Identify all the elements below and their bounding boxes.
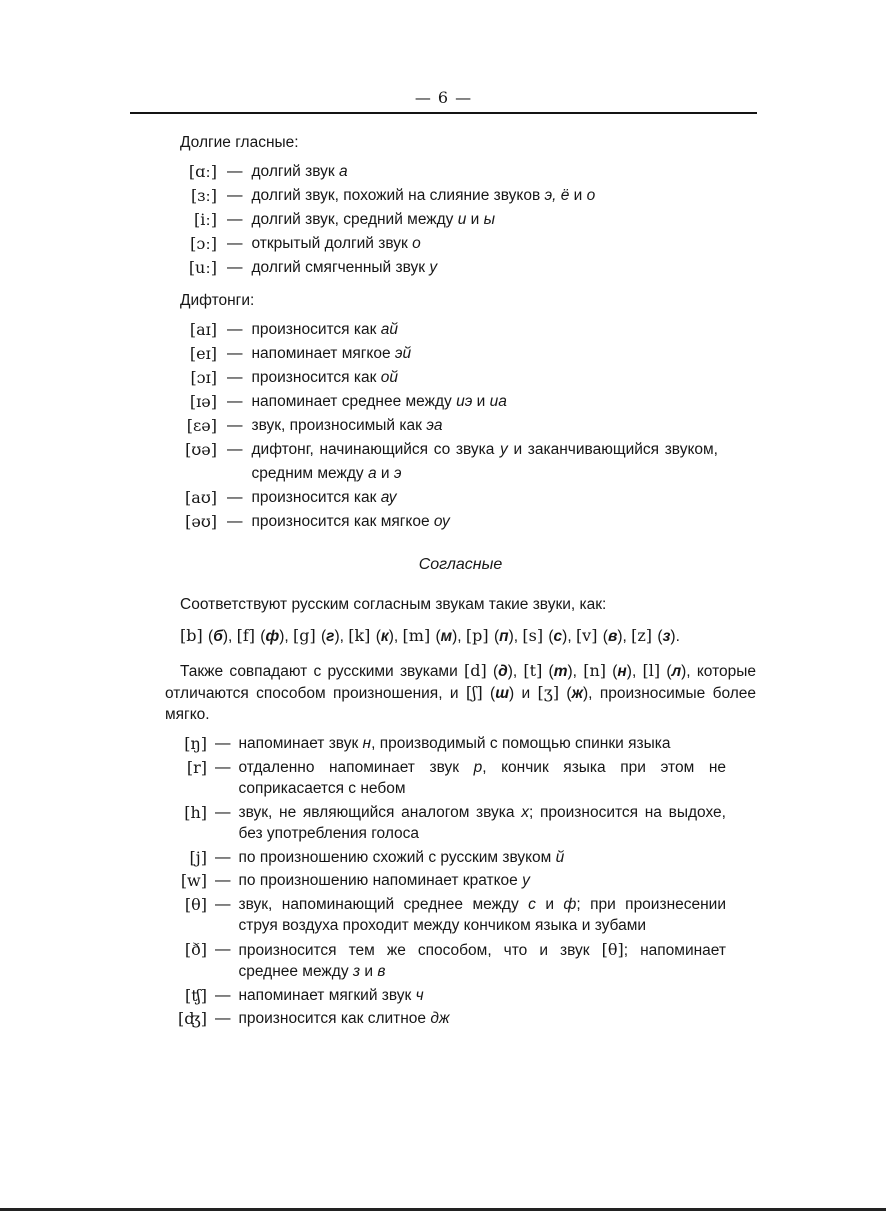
entry-dash: — bbox=[227, 259, 243, 276]
pronunciation-entry bbox=[165, 870, 726, 892]
entry-description bbox=[239, 847, 727, 869]
text-segment: напоминает звук bbox=[238, 735, 363, 752]
text-segment: ) и bbox=[509, 685, 538, 702]
long-vowels-list bbox=[165, 160, 756, 280]
pronunciation-entry bbox=[165, 390, 718, 414]
pronunciation-entry bbox=[165, 208, 718, 232]
text-segment: и bbox=[569, 187, 587, 204]
entry-description bbox=[239, 733, 727, 755]
russian-example-letter: оу bbox=[433, 513, 450, 530]
text-segment: и bbox=[535, 895, 564, 913]
entry-description bbox=[252, 414, 719, 438]
phonetic-symbol-inline: [b] bbox=[180, 626, 203, 645]
entry-dash: — bbox=[215, 735, 231, 752]
text-segment: ( bbox=[486, 663, 499, 680]
entry-dash: — bbox=[227, 369, 243, 386]
entry-description bbox=[252, 256, 719, 280]
phonetic-symbol-inline: [v] bbox=[575, 626, 598, 645]
entry-dash: — bbox=[227, 187, 243, 204]
text-segment: произносится как слитное bbox=[238, 1010, 431, 1027]
pronunciation-entry bbox=[165, 318, 718, 342]
text-segment: произносится как bbox=[251, 321, 381, 338]
text-segment: и bbox=[472, 393, 490, 410]
phonetic-symbol: [r] bbox=[186, 757, 207, 777]
entry-dash: — bbox=[227, 211, 243, 228]
pronunciation-entry bbox=[165, 414, 718, 438]
pronunciation-entry bbox=[165, 985, 726, 1007]
russian-example-letter: б bbox=[213, 628, 223, 645]
phonetic-symbol-inline: [g] bbox=[292, 626, 316, 645]
pronunciation-entry bbox=[165, 757, 726, 800]
russian-example-letter: иа bbox=[489, 393, 507, 410]
diphthongs-list bbox=[165, 318, 756, 534]
text-segment: произносится как мягкое bbox=[251, 513, 434, 530]
entry-description bbox=[252, 184, 719, 208]
entry-dash: — bbox=[227, 345, 243, 362]
phonetic-symbol: [aɪ] bbox=[189, 320, 217, 339]
text-segment: звук, произносимый как bbox=[251, 417, 427, 434]
pronunciation-entry bbox=[165, 733, 726, 755]
entry-dash: — bbox=[215, 940, 231, 958]
russian-example-letter: т bbox=[553, 663, 568, 680]
text-segment: долгий звук bbox=[251, 163, 339, 180]
russian-example-letter: э bbox=[393, 465, 402, 482]
phonetic-symbol: [w] bbox=[180, 871, 207, 890]
russian-example-letter: эй bbox=[394, 345, 412, 362]
pronunciation-entry bbox=[165, 160, 718, 184]
text-segment: и bbox=[466, 211, 484, 228]
text-segment: , производимый с помощью спинки языка bbox=[371, 735, 671, 752]
text-segment: ; произносится на выдохе, без употребления голоса bbox=[238, 803, 726, 842]
phonetic-symbol: [əʊ] bbox=[185, 512, 217, 531]
russian-example-letter: о bbox=[586, 187, 596, 204]
entry-dash: — bbox=[215, 758, 231, 776]
russian-example-letter: ш bbox=[495, 685, 510, 702]
entry-dash: — bbox=[227, 163, 243, 180]
phonetic-symbol-inline: [d] bbox=[463, 661, 487, 680]
russian-example-letter: у bbox=[500, 441, 508, 458]
russian-example-letter: иэ bbox=[456, 393, 473, 410]
text-segment: ), bbox=[507, 663, 524, 680]
russian-example-letter: ы bbox=[483, 211, 496, 228]
russian-example-letter: к bbox=[380, 628, 389, 645]
russian-example-letter: у bbox=[429, 259, 438, 276]
pronunciation-entry bbox=[165, 486, 718, 510]
phonetic-symbol: [ɔː] bbox=[190, 234, 217, 253]
phonetic-symbol: [h] bbox=[184, 802, 207, 822]
entry-dash: — bbox=[215, 848, 231, 866]
long-vowels-heading: Долгие гласные: bbox=[180, 134, 299, 151]
consonants-intro: Соответствуют русским согласным звукам такие звуки, как: bbox=[180, 596, 607, 613]
text-segment: ( bbox=[606, 663, 618, 680]
entry-dash: — bbox=[215, 872, 231, 889]
text-segment: долгий смягченный звук bbox=[251, 259, 430, 276]
phonetic-symbol: [θ] bbox=[184, 894, 207, 914]
consonants-note bbox=[165, 660, 756, 725]
pronunciation-entry bbox=[165, 438, 718, 486]
entry-description bbox=[239, 870, 727, 892]
russian-example-letter: и bbox=[457, 211, 467, 228]
text-segment: долгий звук, похожий на слияние звуков bbox=[251, 187, 545, 204]
entry-description bbox=[252, 510, 719, 534]
pronunciation-entry bbox=[165, 232, 718, 256]
page-header bbox=[130, 88, 757, 114]
entry-description bbox=[252, 366, 719, 390]
russian-example-letter: о bbox=[412, 235, 421, 252]
text-segment: отдаленно напоминает звук bbox=[238, 758, 474, 776]
phonetic-symbol-inline: [m] bbox=[402, 626, 431, 645]
text-segment: ( bbox=[482, 685, 496, 702]
russian-example-letter: й bbox=[555, 848, 565, 866]
phonetic-symbol-inline: [f] bbox=[236, 626, 255, 645]
entry-description bbox=[239, 985, 727, 1007]
pronunciation-entry bbox=[165, 1008, 726, 1030]
russian-example-letter: а bbox=[338, 163, 348, 180]
pronunciation-entry bbox=[165, 894, 726, 937]
russian-example-letter: з bbox=[662, 628, 671, 645]
phonetic-symbol: [ŋ] bbox=[184, 734, 207, 753]
russian-example-letter: н bbox=[617, 663, 627, 680]
entry-dash: — bbox=[215, 803, 231, 821]
diphthongs-heading: Дифтонги: bbox=[180, 292, 255, 309]
phonetic-symbol: [ð] bbox=[184, 939, 207, 959]
russian-example-letter: с bbox=[528, 895, 536, 913]
text-segment: произносится как bbox=[251, 369, 381, 386]
text-segment: ( bbox=[559, 685, 572, 702]
phonetic-symbol: [ɛə] bbox=[186, 416, 217, 435]
russian-example-letter: а bbox=[367, 465, 377, 482]
entry-description bbox=[252, 208, 719, 232]
entry-dash: — bbox=[227, 393, 243, 410]
russian-example-letter: эа bbox=[426, 417, 443, 434]
russian-example-letter: ау bbox=[380, 489, 397, 506]
russian-example-letter: у bbox=[522, 872, 530, 889]
text-segment: ), которые отличаются способом произношения, и bbox=[165, 663, 756, 702]
russian-example-letter: дж bbox=[430, 1010, 450, 1027]
russian-example-letter: ой bbox=[380, 369, 398, 386]
text-segment: по произношению схожий с русским звуком bbox=[238, 848, 556, 866]
text-segment: ; при произнесении струя воздуха проходит между кончиком языка и зубами bbox=[238, 895, 726, 934]
text-segment: ), bbox=[626, 663, 643, 680]
text-segment: ( bbox=[542, 663, 554, 680]
text-segment: произносится тем же способом, что и звук bbox=[238, 941, 602, 959]
text-segment: открытый долгий звук bbox=[251, 235, 413, 252]
phonetic-symbol-inline: [t] bbox=[523, 661, 543, 680]
phonetic-symbol-inline: [ʃ] bbox=[465, 683, 483, 702]
text-segment: ), произносимые более мягко. bbox=[165, 685, 757, 723]
entry-description bbox=[252, 342, 719, 366]
text-segment: ), bbox=[567, 663, 584, 680]
phonetic-symbol-inline: [n] bbox=[583, 661, 607, 680]
russian-example-letter: п bbox=[499, 628, 509, 645]
entry-description bbox=[252, 318, 719, 342]
pronunciation-entry bbox=[165, 847, 726, 869]
entry-dash: — bbox=[215, 1010, 231, 1027]
phonetic-symbol-inline: [ʒ] bbox=[537, 683, 560, 702]
russian-example-letter: л bbox=[671, 663, 682, 680]
entry-description bbox=[252, 438, 719, 486]
text-segment: дифтонг, начинающийся со звука bbox=[251, 441, 501, 458]
entry-description bbox=[239, 939, 727, 983]
entry-dash: — bbox=[227, 417, 243, 434]
russian-example-letter: м bbox=[440, 628, 453, 645]
page-number: — 6 — bbox=[414, 88, 473, 107]
pronunciation-entry bbox=[165, 939, 726, 983]
text-segment: звук, напоминающий среднее между bbox=[238, 895, 529, 913]
entry-description bbox=[252, 160, 719, 184]
pronunciation-entry bbox=[165, 256, 718, 280]
pronunciation-entry bbox=[165, 342, 718, 366]
phonetic-symbol: [ɜː] bbox=[190, 186, 217, 205]
consonant-pairs-line: [b] (б), [f] (ф), [g] (г), [k] (к), [m] (м), [p] (п), [s] (с), [v] (в), [z] (з). bbox=[180, 626, 680, 645]
phonetic-symbol: [uː] bbox=[188, 258, 217, 277]
pronunciation-entry bbox=[165, 510, 718, 534]
entry-description bbox=[239, 894, 727, 937]
text-segment: напоминает мягкий звук bbox=[238, 986, 416, 1004]
pronunciation-entry bbox=[165, 184, 718, 208]
text-segment: и bbox=[360, 963, 378, 980]
phonetic-symbol-inline: [l] bbox=[642, 661, 661, 680]
entry-description bbox=[252, 390, 719, 414]
phonetic-symbol: [iː] bbox=[194, 210, 217, 229]
entry-dash: — bbox=[227, 321, 243, 338]
phonetic-symbol: [eɪ] bbox=[189, 344, 217, 363]
text-segment: и bbox=[376, 465, 394, 482]
phonetic-symbol: [ʤ] bbox=[177, 1009, 207, 1028]
russian-example-letter: э, ё bbox=[544, 187, 570, 204]
text-segment: и заканчивающийся звуком, средним между bbox=[251, 441, 718, 482]
pronunciation-entry bbox=[165, 802, 726, 845]
entry-description bbox=[252, 232, 719, 256]
russian-example-letter: ч bbox=[415, 986, 424, 1004]
page-content bbox=[165, 128, 756, 1032]
entry-dash: — bbox=[215, 895, 231, 913]
text-segment: напоминает среднее между bbox=[251, 393, 457, 410]
entry-description bbox=[239, 1008, 727, 1030]
russian-example-letter: н bbox=[362, 735, 372, 752]
phonetic-symbol-inline: [s] bbox=[522, 626, 544, 645]
phonetic-symbol: [ʊə] bbox=[185, 440, 217, 459]
text-segment: звук, не являющийся аналогом звука bbox=[238, 803, 522, 821]
russian-example-letter: с bbox=[553, 628, 563, 645]
phonetic-symbol-inline: [z] bbox=[631, 626, 653, 645]
consonants-heading: Согласные bbox=[418, 556, 503, 573]
text-segment: долгий звук, средний между bbox=[251, 211, 458, 228]
text-segment: Также совпадают с русскими звуками bbox=[180, 663, 464, 680]
russian-example-letter: з bbox=[352, 963, 361, 980]
russian-example-letter: г bbox=[326, 628, 335, 645]
phonetic-symbol: [ɑː] bbox=[188, 162, 217, 181]
entry-dash: — bbox=[227, 235, 243, 252]
entry-dash: — bbox=[227, 441, 243, 458]
pronunciation-entry bbox=[165, 366, 718, 390]
text-segment: , кончик языка при этом не соприкасается с небом bbox=[238, 758, 727, 797]
russian-example-letter: р bbox=[473, 758, 483, 776]
entry-description bbox=[252, 486, 719, 510]
phonetic-symbol: [j] bbox=[189, 847, 207, 867]
russian-example-letter: х bbox=[521, 803, 529, 821]
russian-example-letter: д bbox=[498, 663, 508, 680]
entry-dash: — bbox=[227, 489, 243, 506]
header-rule bbox=[130, 112, 757, 114]
phonetic-symbol: [aʊ] bbox=[185, 488, 217, 507]
text-segment: ( bbox=[660, 663, 672, 680]
consonants-list bbox=[165, 733, 756, 1030]
phonetic-symbol-inline: [k] bbox=[348, 626, 371, 645]
russian-example-letter: ж bbox=[571, 685, 583, 702]
entry-dash: — bbox=[215, 986, 231, 1004]
phonetic-symbol: [ɪə] bbox=[189, 392, 217, 411]
text-segment: произносится как bbox=[251, 489, 381, 506]
entry-description bbox=[239, 757, 727, 800]
russian-example-letter: в bbox=[607, 628, 618, 645]
russian-example-letter: ай bbox=[380, 321, 398, 338]
text-segment: ; напоминает среднее между bbox=[238, 941, 726, 980]
phonetic-symbol-inline: [θ] bbox=[601, 939, 624, 959]
text-segment: по произношению напоминает краткое bbox=[238, 872, 523, 889]
russian-example-letter: в bbox=[377, 963, 386, 980]
russian-example-letter: ф bbox=[563, 895, 577, 913]
russian-example-letter: ф bbox=[265, 628, 280, 645]
text-segment: напоминает мягкое bbox=[251, 345, 395, 362]
phonetic-symbol: [ɔɪ] bbox=[190, 368, 217, 387]
phonetic-symbol-inline: [p] bbox=[465, 626, 489, 645]
phonetic-symbol: [ʧ] bbox=[184, 985, 207, 1005]
entry-dash: — bbox=[227, 513, 243, 530]
entry-description bbox=[239, 802, 727, 845]
